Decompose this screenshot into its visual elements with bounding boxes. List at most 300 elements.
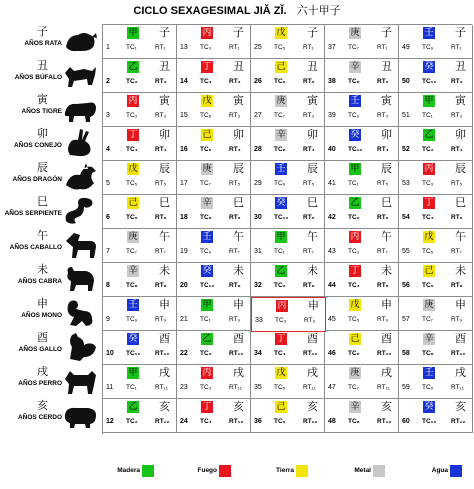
tc-label: TC₉ — [348, 112, 360, 119]
cycle-number: 26 — [254, 78, 262, 85]
dragon-icon — [62, 161, 100, 192]
tc-label: TC₆ — [274, 78, 286, 85]
legend-swatch — [296, 465, 308, 477]
branch-char: 卯 — [233, 128, 244, 141]
rt-label: RT₂ — [229, 78, 241, 85]
rt-label: RT₁₂ — [303, 418, 318, 425]
animal-row — [0, 228, 102, 262]
branch-char: 辰 — [233, 162, 244, 175]
cycle-cell — [103, 127, 177, 161]
rt-label: RT₉ — [377, 316, 389, 323]
legend-item — [117, 465, 156, 477]
branch-char: 未 — [381, 264, 392, 277]
monkey-icon — [62, 297, 100, 328]
cycle-cell — [177, 161, 251, 195]
cycle-number: 33 — [255, 317, 263, 324]
rt-label: RT₂ — [303, 78, 315, 85]
cycle-number: 53 — [402, 180, 410, 187]
tc-label: TC₈ — [126, 282, 138, 289]
cycle-cell — [325, 263, 399, 297]
stem-square: 甲 — [128, 368, 138, 378]
rt-label: RT₁₂ — [229, 418, 244, 425]
branch-char: 寅 — [455, 94, 466, 107]
animal-row — [0, 398, 102, 432]
cycle-cell — [325, 25, 399, 59]
branch-char: 巳 — [381, 196, 392, 209]
stem-square: 乙 — [128, 62, 138, 72]
branch-char: 酉 — [307, 332, 318, 345]
rt-label: RT₁₁ — [303, 384, 316, 391]
legend-label: Agua — [431, 467, 448, 474]
stem-square: 甲 — [424, 96, 434, 106]
cycle-number: 48 — [328, 418, 336, 425]
cycle-number: 18 — [180, 214, 188, 221]
tc-label: TC₇ — [348, 384, 359, 391]
animal-row — [0, 92, 102, 126]
cycle-cell — [103, 399, 177, 433]
stem-square: 丙 — [277, 301, 287, 311]
cycle-number: 35 — [254, 384, 262, 391]
branch-char: 丑 — [381, 60, 392, 73]
cycle-cell — [399, 331, 473, 365]
rt-label: RT₈ — [229, 282, 241, 289]
branch-char: 午 — [307, 230, 318, 243]
cycle-cell — [399, 161, 473, 195]
cycle-number: 34 — [254, 350, 262, 357]
cycle-cell — [103, 331, 177, 365]
stem-square: 辛 — [350, 62, 360, 72]
rt-label: RT₉ — [451, 316, 463, 323]
title-text: CICLO SEXAGESIMAL JIĂ ZĬ. — [133, 5, 287, 17]
snake-icon — [62, 195, 100, 226]
branch-char: 丑 — [233, 60, 244, 73]
cycle-number: 25 — [254, 44, 262, 51]
tc-label: TC₅ — [348, 316, 360, 323]
tc-label: TC₄ — [200, 78, 212, 85]
stem-square: 庚 — [424, 300, 434, 310]
rt-label: RT₁ — [303, 44, 314, 51]
rt-label: RT₂ — [155, 78, 167, 85]
animal-name: AÑOS SERPIENTE — [4, 210, 62, 217]
cycle-number: 38 — [328, 78, 336, 85]
tc-label: TC₅ — [274, 44, 286, 51]
tc-label: TC₇ — [126, 248, 137, 255]
branch-char: 巳 — [307, 196, 318, 209]
rt-label: RT₁₂ — [155, 418, 170, 425]
cycle-number: 36 — [254, 418, 262, 425]
horse-icon — [62, 229, 100, 260]
tc-label: TC₁₀ — [422, 78, 437, 85]
branch-char: 子 — [381, 26, 392, 39]
branch-char: 戌 — [307, 366, 318, 379]
stem-square: 丁 — [202, 62, 212, 72]
chart-title — [0, 2, 474, 20]
stem-square: 癸 — [350, 130, 360, 140]
animal-row — [0, 330, 102, 364]
cycle-cell — [251, 161, 325, 195]
cycle-cell — [177, 263, 251, 297]
rt-label: RT₁₁ — [377, 384, 390, 391]
cycle-cell — [399, 93, 473, 127]
cycle-number: 22 — [180, 350, 188, 357]
cycle-number: 46 — [328, 350, 336, 357]
ox-icon — [62, 59, 100, 90]
branch-char: 申 — [233, 298, 244, 311]
cycle-cell — [103, 161, 177, 195]
cycle-cell — [251, 297, 326, 332]
stem-square: 己 — [276, 402, 286, 412]
stem-square: 丙 — [424, 164, 434, 174]
stem-square: 戊 — [128, 164, 138, 174]
stem-square: 辛 — [424, 334, 434, 344]
branch-char: 戌 — [381, 366, 392, 379]
cycle-cell — [103, 297, 177, 331]
cycle-cell — [251, 93, 325, 127]
tc-label: TC₄ — [126, 146, 138, 153]
cycle-cell — [103, 263, 177, 297]
animal-branch-char: 酉 — [37, 331, 48, 344]
cycle-cell — [325, 127, 399, 161]
cycle-number: 58 — [402, 350, 410, 357]
cycle-cell — [325, 161, 399, 195]
rt-label: RT₁₂ — [451, 418, 466, 425]
tc-label: TC₉ — [422, 44, 434, 51]
branch-char: 寅 — [381, 94, 392, 107]
animal-row — [0, 126, 102, 160]
cycle-cell — [251, 59, 325, 93]
tc-label: TC₃ — [422, 180, 434, 187]
animal-row — [0, 262, 102, 296]
title-chinese: 六十甲子 — [296, 4, 341, 17]
stem-square: 辛 — [276, 130, 286, 140]
legend-swatch — [373, 465, 385, 477]
stem-square: 壬 — [276, 164, 286, 174]
branch-char: 申 — [159, 298, 170, 311]
branch-char: 巳 — [233, 196, 244, 209]
cycle-number: 40 — [328, 146, 336, 153]
tc-label: TC₉ — [200, 248, 212, 255]
stem-square: 乙 — [128, 402, 138, 412]
tc-label: TC₄ — [348, 282, 360, 289]
stem-square: 庚 — [350, 28, 360, 38]
cycle-cell — [325, 229, 399, 263]
dog-icon — [62, 365, 100, 396]
rabbit-icon — [62, 127, 100, 158]
tc-label: TC₁₀ — [348, 146, 363, 153]
rt-label: RT₈ — [155, 282, 167, 289]
animal-name: AÑOS GALLO — [18, 346, 62, 353]
cycle-number: 1 — [106, 44, 110, 51]
cycle-number: 5 — [106, 180, 110, 187]
cycle-number: 30 — [254, 214, 262, 221]
stem-square: 癸 — [128, 334, 138, 344]
stem-square: 己 — [424, 266, 434, 276]
cycle-number: 43 — [328, 248, 336, 255]
branch-char: 辰 — [307, 162, 318, 175]
cycle-number: 51 — [402, 112, 410, 119]
cycle-cell — [103, 25, 177, 59]
branch-char: 寅 — [307, 94, 318, 107]
rt-label: RT₄ — [377, 146, 389, 153]
cycle-cell — [177, 93, 251, 127]
stem-square: 丁 — [202, 402, 212, 412]
animal-name: AÑOS CABALLO — [9, 244, 62, 251]
animal-name: AÑOS RATA — [24, 40, 62, 47]
stem-square: 丁 — [276, 334, 286, 344]
tc-label: TC₇ — [348, 44, 359, 51]
tc-label: TC₅ — [126, 180, 138, 187]
cycle-number: 7 — [106, 248, 110, 255]
cycle-number: 23 — [180, 384, 188, 391]
tc-label: TC₆ — [200, 146, 212, 153]
stem-square: 丙 — [202, 28, 212, 38]
cycle-cell — [177, 229, 251, 263]
cycle-number: 45 — [328, 316, 336, 323]
branch-char: 酉 — [233, 332, 244, 345]
rt-label: RT₄ — [229, 146, 241, 153]
stem-square: 戊 — [350, 300, 360, 310]
branch-char: 亥 — [381, 400, 392, 413]
cycle-number: 41 — [328, 180, 336, 187]
tc-label: TC₈ — [274, 146, 286, 153]
cycle-number: 9 — [106, 316, 110, 323]
animal-branch-char: 未 — [37, 263, 48, 276]
cycle-cell — [103, 195, 177, 229]
tc-label: TC₁ — [274, 248, 285, 255]
rt-label: RT₃ — [377, 112, 389, 119]
cycle-cell — [399, 127, 473, 161]
stem-square: 辛 — [350, 402, 360, 412]
rt-label: RT₁₁ — [229, 384, 242, 391]
branch-char: 卯 — [455, 128, 466, 141]
cycle-cell — [251, 25, 325, 59]
branch-char: 戌 — [159, 366, 170, 379]
rt-label: RT₆ — [377, 214, 389, 221]
branch-char: 丑 — [455, 60, 466, 73]
tc-label: TC₆ — [348, 350, 360, 357]
cycle-number: 37 — [328, 44, 336, 51]
rt-label: RT₃ — [451, 112, 463, 119]
cycle-cell — [325, 93, 399, 127]
cycle-cell — [177, 25, 251, 59]
animal-row — [0, 364, 102, 398]
stem-square: 乙 — [350, 198, 360, 208]
branch-char: 子 — [307, 26, 318, 39]
animal-name: AÑOS TIGRE — [21, 108, 62, 115]
rt-label: RT₁₀ — [229, 350, 244, 357]
cycle-cell — [399, 263, 473, 297]
stem-square: 辛 — [128, 266, 138, 276]
branch-char: 亥 — [307, 400, 318, 413]
rt-label: RT₁₀ — [377, 350, 392, 357]
animal-branch-char: 丑 — [37, 59, 48, 72]
branch-char: 未 — [159, 264, 170, 277]
rt-label: RT₅ — [377, 180, 389, 187]
branch-char: 亥 — [159, 400, 170, 413]
tc-label: TC₆ — [274, 418, 286, 425]
rt-label: RT₅ — [303, 180, 315, 187]
branch-char: 申 — [455, 298, 466, 311]
cycle-grid — [102, 24, 472, 434]
animal-branch-char: 午 — [37, 229, 48, 242]
cycle-cell — [103, 59, 177, 93]
animal-name: AÑOS CABRA — [17, 278, 62, 285]
stem-square: 己 — [350, 334, 360, 344]
tc-label: TC₃ — [200, 384, 212, 391]
tc-label: TC₂ — [126, 78, 138, 85]
cycle-cell — [177, 365, 251, 399]
cycle-number: 16 — [180, 146, 188, 153]
tc-label: TC₂ — [274, 282, 286, 289]
stem-square: 丁 — [128, 130, 138, 140]
stem-square: 己 — [202, 130, 212, 140]
stem-square: 甲 — [128, 28, 138, 38]
stem-square: 甲 — [202, 300, 212, 310]
stem-square: 己 — [276, 62, 286, 72]
rt-label: RT₈ — [303, 282, 315, 289]
tc-label: TC₅ — [422, 248, 434, 255]
animal-name: AÑOS MONO — [21, 312, 62, 319]
cycle-number: 29 — [254, 180, 262, 187]
cycle-number: 50 — [402, 78, 410, 85]
cycle-cell — [325, 59, 399, 93]
rt-label: RT₅ — [155, 180, 167, 187]
cycle-number: 28 — [254, 146, 262, 153]
branch-char: 午 — [455, 230, 466, 243]
branch-char: 寅 — [159, 94, 170, 107]
cycle-cell — [177, 195, 251, 229]
stem-square: 戊 — [202, 96, 212, 106]
branch-char: 酉 — [455, 332, 466, 345]
stem-square: 壬 — [350, 96, 360, 106]
rt-label: RT₂ — [451, 78, 463, 85]
cycle-number: 10 — [106, 350, 114, 357]
cycle-number: 60 — [402, 418, 410, 425]
stem-square: 庚 — [350, 368, 360, 378]
branch-char: 亥 — [455, 400, 466, 413]
branch-char: 卯 — [307, 128, 318, 141]
tc-label: TC₁ — [200, 316, 211, 323]
branch-char: 寅 — [233, 94, 244, 107]
cycle-number: 27 — [254, 112, 262, 119]
cycle-cell — [399, 229, 473, 263]
stem-square: 甲 — [276, 232, 286, 242]
tc-label: TC₁₀ — [274, 214, 289, 221]
animal-branch-char: 巳 — [37, 195, 48, 208]
branch-char: 未 — [455, 264, 466, 277]
tc-label: TC₉ — [274, 180, 286, 187]
tc-label: TC₄ — [200, 418, 212, 425]
cycle-number: 4 — [106, 146, 110, 153]
branch-char: 午 — [381, 230, 392, 243]
cycle-number: 3 — [106, 112, 110, 119]
rt-label: RT₇ — [155, 248, 166, 255]
cycle-cell — [103, 229, 177, 263]
animal-branch-char: 戌 — [37, 365, 48, 378]
rt-label: RT₁ — [155, 44, 166, 51]
rt-label: RT₁₁ — [155, 384, 168, 391]
branch-char: 辰 — [159, 162, 170, 175]
branch-char: 子 — [159, 26, 170, 39]
rt-label: RT₂ — [377, 78, 389, 85]
stem-square: 癸 — [424, 62, 434, 72]
tc-label: TC₄ — [422, 214, 434, 221]
cycle-number: 42 — [328, 214, 336, 221]
pig-icon — [62, 399, 100, 430]
tc-label: TC₆ — [422, 282, 434, 289]
cycle-cell — [251, 229, 325, 263]
cycle-cell — [399, 195, 473, 229]
stem-square: 丙 — [202, 368, 212, 378]
tc-label: TC₂ — [200, 350, 212, 357]
stem-square: 丙 — [350, 232, 360, 242]
tc-label: TC₈ — [422, 350, 434, 357]
animal-name: AÑOS DRAGÓN — [12, 176, 62, 183]
cycle-number: 19 — [180, 248, 188, 255]
rt-label: RT₄ — [155, 146, 167, 153]
tc-label: TC₉ — [126, 316, 138, 323]
tc-label: TC₇ — [200, 180, 211, 187]
stem-square: 壬 — [202, 232, 212, 242]
cycle-number: 11 — [106, 384, 114, 391]
animal-row — [0, 24, 102, 58]
stem-square: 丁 — [350, 266, 360, 276]
cycle-number: 47 — [328, 384, 336, 391]
legend-label: Madera — [117, 467, 140, 474]
stem-square: 癸 — [202, 266, 212, 276]
cycle-number: 2 — [106, 78, 110, 85]
legend-label: Fuego — [197, 467, 217, 474]
tc-label: TC₁₀ — [126, 350, 141, 357]
rt-label: RT₅ — [229, 180, 241, 187]
branch-char: 未 — [307, 264, 318, 277]
legend-item — [276, 465, 310, 477]
cycle-cell — [325, 297, 399, 331]
rt-label: RT₆ — [303, 214, 315, 221]
rt-label: RT₁₀ — [451, 350, 466, 357]
animal-row — [0, 160, 102, 194]
cycle-number: 54 — [402, 214, 410, 221]
cycle-cell — [251, 195, 325, 229]
cycle-cell — [399, 59, 473, 93]
branch-char: 戌 — [233, 366, 244, 379]
stem-square: 庚 — [128, 232, 138, 242]
rt-label: RT₉ — [229, 316, 241, 323]
rt-label: RT₁₀ — [303, 350, 318, 357]
rt-label: RT₇ — [451, 248, 462, 255]
cycle-cell — [103, 93, 177, 127]
rt-label: RT₈ — [377, 282, 389, 289]
branch-char: 申 — [308, 299, 319, 312]
animal-name: AÑOS CONEJO — [13, 142, 62, 149]
rt-label: RT₈ — [451, 282, 463, 289]
rt-label: RT₉ — [155, 316, 167, 323]
tc-label: TC₃ — [275, 317, 287, 324]
cycle-cell — [251, 263, 325, 297]
cycle-number: 6 — [106, 214, 110, 221]
stem-square: 壬 — [424, 28, 434, 38]
legend-swatch — [450, 465, 462, 477]
animal-branch-char: 亥 — [37, 399, 48, 412]
branch-char: 子 — [455, 26, 466, 39]
cycle-number: 15 — [180, 112, 188, 119]
rt-label: RT₁ — [377, 44, 388, 51]
rt-label: RT₇ — [303, 248, 314, 255]
cycle-cell — [251, 365, 325, 399]
animal-branch-char: 辰 — [37, 161, 48, 174]
tc-label: TC₃ — [200, 44, 212, 51]
cycle-cell — [251, 127, 325, 161]
